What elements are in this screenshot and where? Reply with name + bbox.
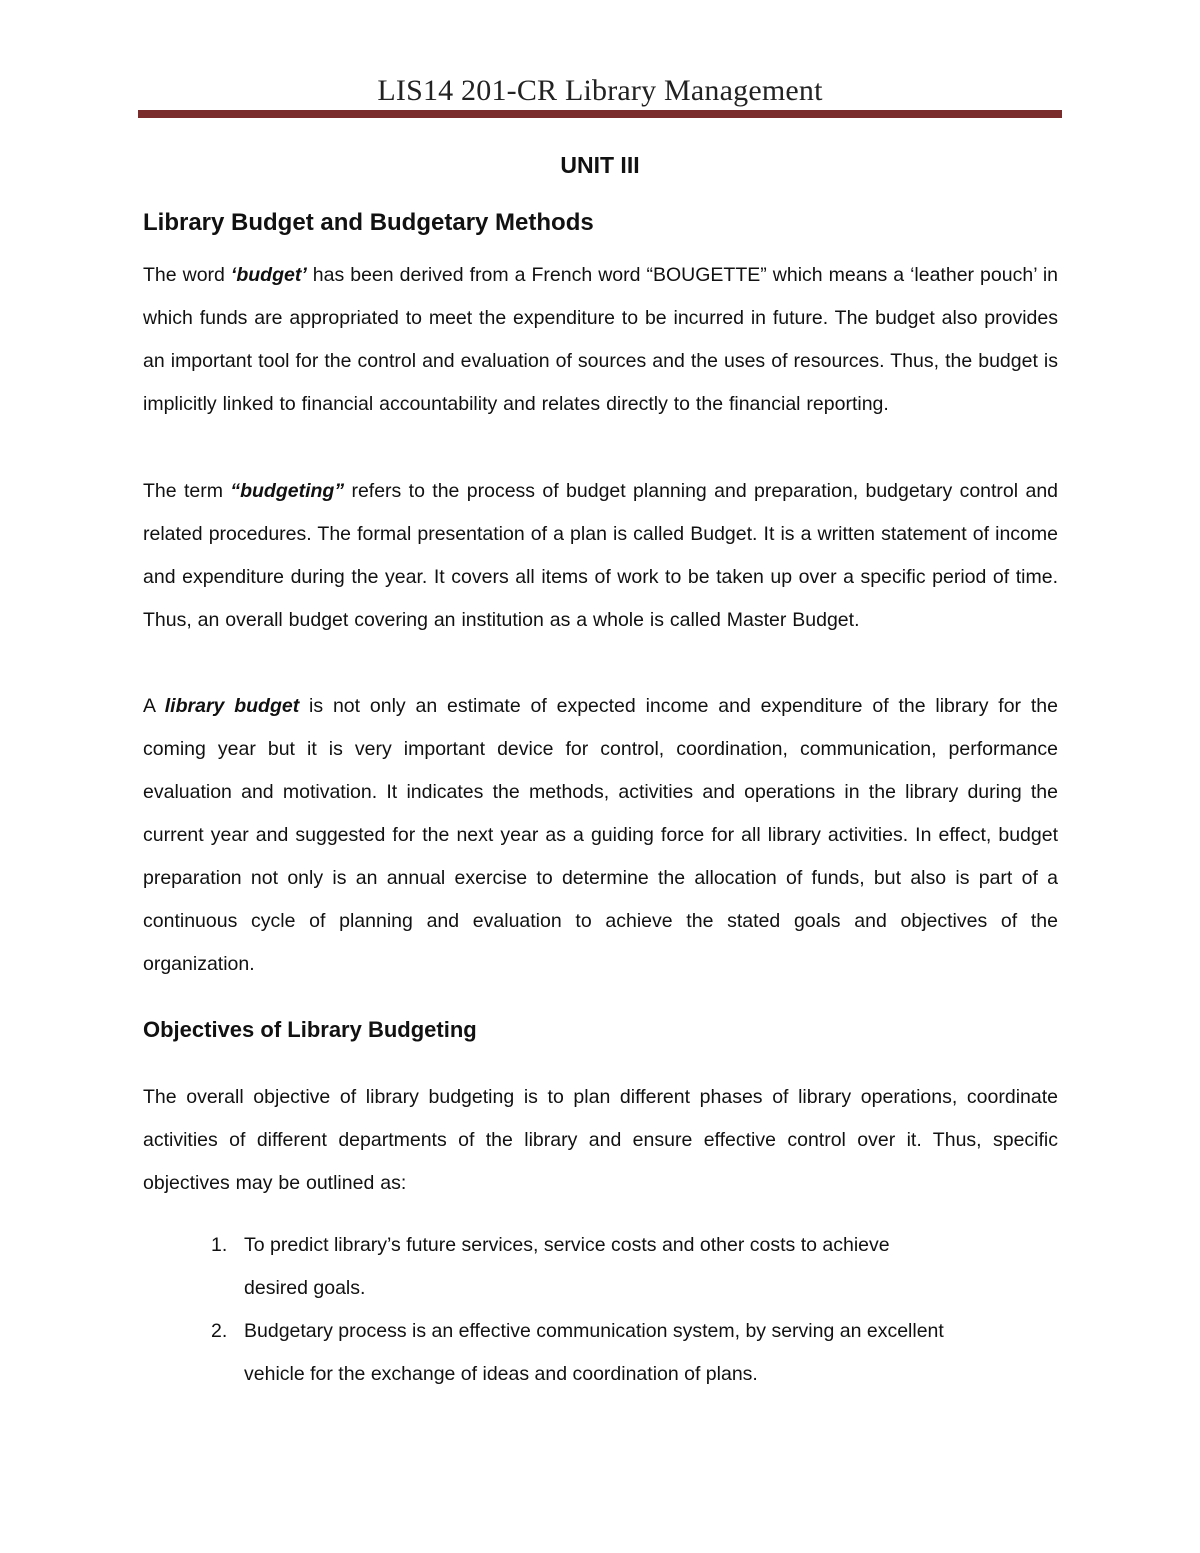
p2-text-c: refers to the process of budget planning and preparation, budgetary control and related procedures. The formal presentation of a plan is called Budget. It is a written statement of income and expenditure during the year. It covers all items of work to be taken up over a specific period of time. Thus, an overall budget covering an institution as a whole is called Master Budget. bbox=[143, 480, 1059, 631]
p3-term-library-budget: library budget bbox=[164, 695, 300, 717]
p1-text-a: The word bbox=[143, 264, 231, 286]
list-item bbox=[143, 1224, 1058, 1310]
list-item-text: Budgetary process is an effective communication system, by serving an excellent vehicle for the exchange of ideas and coordination of plans. bbox=[244, 1320, 944, 1385]
section-heading-budget: Library Budget and Budgetary Methods bbox=[143, 209, 594, 236]
list-item bbox=[143, 1310, 1058, 1396]
objectives-list bbox=[143, 1224, 1058, 1396]
p2-text-a: The term bbox=[143, 480, 231, 502]
p3-text-c: is not only an estimate of expected income and expenditure of the library for the coming year but it is very important device for control, coordination, communication, performance evaluation and motivation. It indicates the methods, activities and operations in the library during the current year and suggested for the next year as a guiding force for all library activities. In effect, budget preparation not only is an annual exercise to determine the allocation of funds, but also is part of a continuous cycle of planning and evaluation to achieve the stated goals and objectives of the organization. bbox=[143, 695, 1058, 975]
paragraph-library-budget bbox=[143, 685, 1058, 986]
p2-term-budgeting: “budgeting” bbox=[230, 480, 345, 502]
unit-title: UNIT III bbox=[560, 152, 640, 178]
header-rule bbox=[138, 110, 1062, 118]
list-item-text: To predict library’s future services, service costs and other costs to achieve desired goals. bbox=[244, 1234, 890, 1299]
list-item-number: 1. bbox=[211, 1234, 228, 1256]
p3-text-a: A bbox=[143, 695, 165, 717]
list-item-number: 2. bbox=[211, 1320, 228, 1342]
paragraph-objectives-intro: The overall objective of library budgeting is to plan different phases of library operations, coordinate activities of different departments of the library and ensure effective control over it. Thus, specific objectives may be outlined as: bbox=[143, 1086, 1058, 1194]
p1-term-budget: ‘budget’ bbox=[230, 264, 307, 286]
paragraph-budget-definition bbox=[143, 254, 1058, 426]
p1-text-c: has been derived from a French word “BOUGETTE” which means a ‘leather pouch’ in which funds are appropriated to meet the expenditure to be incurred in future. The budget also provides an important tool for the control and evaluation of sources and the uses of resources. Thus, the budget is implicitly linked to financial accountability and relates directly to the financial reporting. bbox=[143, 264, 1058, 415]
paragraph-budgeting-term bbox=[143, 470, 1058, 642]
running-header-title: LIS14 201-CR Library Management bbox=[377, 74, 823, 107]
section-heading-objectives: Objectives of Library Budgeting bbox=[143, 1017, 477, 1042]
